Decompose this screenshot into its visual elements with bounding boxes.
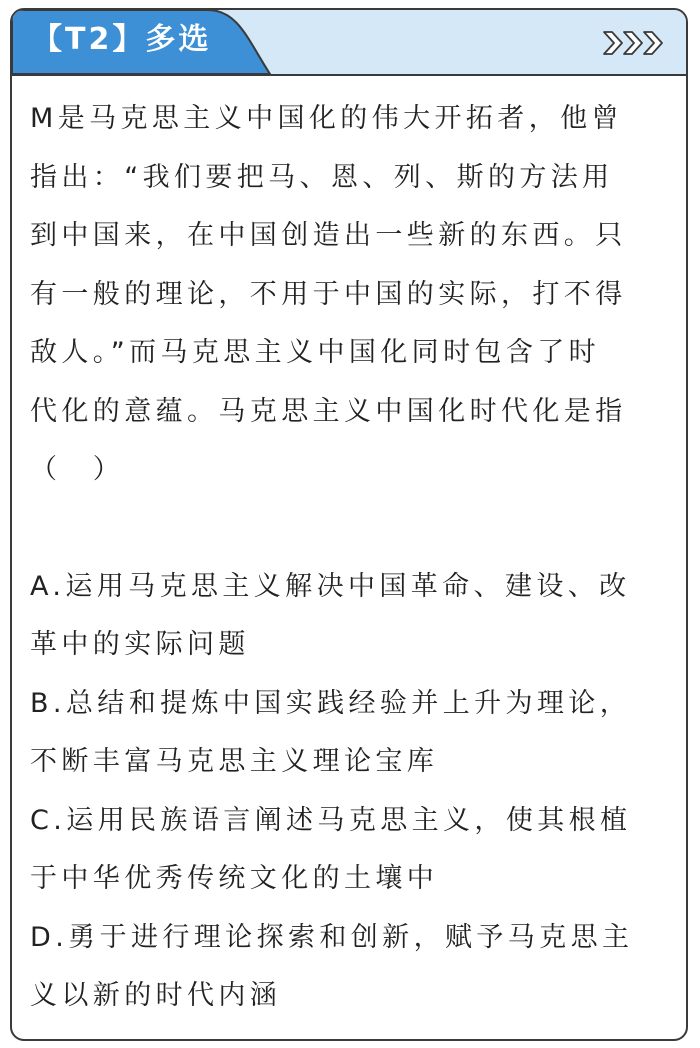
option-a[interactable]: [30, 558, 648, 675]
option-d[interactable]: [30, 909, 648, 1026]
answer-blank: （ ）: [30, 454, 125, 485]
stem-line: 指出：“我们要把马、恩、列、斯的方法用: [30, 161, 614, 193]
option-line: C.运用民族语言阐述马克思主义，使其根植: [30, 804, 632, 836]
card-header: [12, 10, 686, 76]
option-line: 于中华优秀传统文化的土壤中: [30, 863, 439, 894]
stem-line: 敌人。”而马克思主义中国化同时包含了时: [30, 337, 601, 368]
stem-line: M是马克思主义中国化的伟大开拓者，他曾: [30, 103, 623, 134]
stem-line: 有一般的理论，不用于中国的实际，打不得: [30, 278, 627, 310]
question-type-tab: [12, 10, 272, 74]
option-line: 革中的实际问题: [30, 629, 250, 660]
option-line: 不断丰富马克思主义理论宝库: [30, 746, 439, 777]
option-line: D.勇于进行理论探索和创新，赋予马克思主: [30, 921, 634, 953]
stem-line: 到中国来，在中国创造出一些新的东西。只: [30, 220, 627, 251]
triple-chevron-right-icon: [602, 30, 668, 56]
option-line: 义以新的时代内涵: [30, 980, 282, 1011]
question-body: [30, 90, 648, 1026]
option-line: A.运用马克思主义解决中国革命、建设、改: [30, 570, 631, 602]
option-b[interactable]: [30, 675, 648, 792]
stem-line: 代化的意蕴。马克思主义中国化时代化是指: [30, 395, 627, 427]
option-c[interactable]: [30, 792, 648, 909]
spacer: [30, 500, 648, 558]
option-line: B.总结和提炼中国实践经验并上升为理论，: [30, 687, 632, 719]
question-type-label: 【T2】多选: [32, 22, 212, 57]
question-stem: [30, 90, 648, 500]
